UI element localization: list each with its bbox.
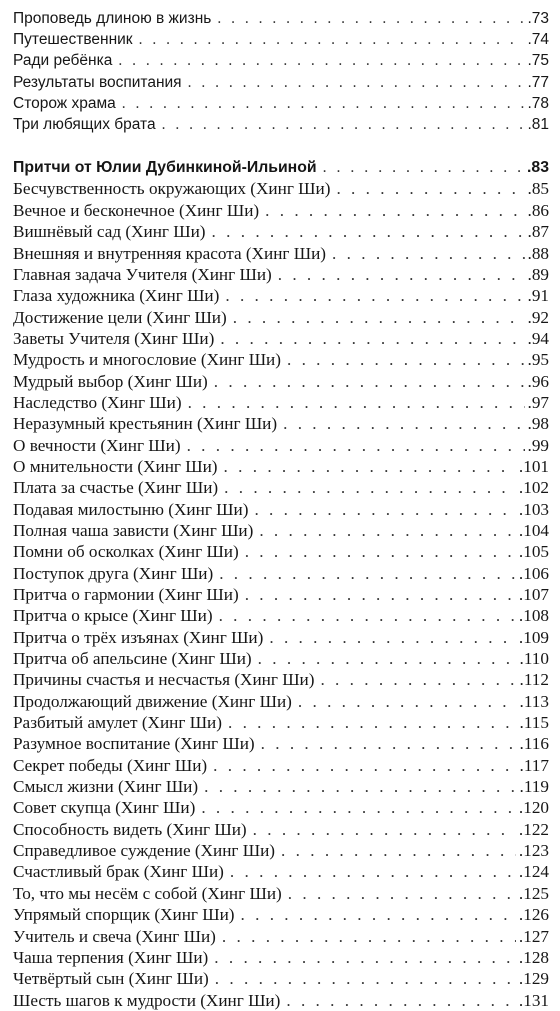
toc-entry xyxy=(13,904,549,925)
toc-entry-page: .89 xyxy=(527,264,549,284)
toc-entry xyxy=(13,93,549,114)
toc-entry-title: Притча о гармонии (Хинг Ши) xyxy=(13,585,239,604)
toc-entry-title: Путешественник xyxy=(13,31,133,49)
toc-entry xyxy=(13,413,549,434)
toc-entry-title: Шесть шагов к мудрости (Хинг Ши) xyxy=(13,990,281,1010)
toc-entry xyxy=(13,541,549,562)
toc-entry-title: Вечное и бесконечное (Хинг Ши) xyxy=(13,200,260,220)
toc-entry-page: .108 xyxy=(518,606,549,626)
dot-leader xyxy=(269,627,516,648)
toc-entry xyxy=(13,477,549,498)
toc-entry xyxy=(13,926,549,947)
toc-entry-title: Четвёртый сын (Хинг Ши) xyxy=(13,969,209,989)
toc-entry xyxy=(13,990,549,1011)
toc-entry xyxy=(13,499,549,520)
toc-entry-page: .119 xyxy=(519,777,549,797)
dot-leader xyxy=(253,819,516,840)
toc-entry-title: Проповедь длиною в жизнь xyxy=(13,10,212,27)
toc-entry xyxy=(13,883,549,904)
dot-leader xyxy=(241,904,516,925)
dot-leader xyxy=(228,712,517,733)
toc-entry-title: Внешняя и внутренняя красота (Хинг Ши) xyxy=(13,243,327,263)
toc-entry-title: Притча об апельсине (Хинг Ши) xyxy=(13,649,252,669)
toc-entry xyxy=(13,819,549,840)
dot-leader xyxy=(215,968,516,989)
dot-leader xyxy=(287,349,525,370)
toc-entry-title: Причины счастья и несчастья (Хинг Ши) xyxy=(13,670,315,690)
dot-leader xyxy=(187,435,525,456)
dot-leader xyxy=(204,776,516,797)
toc-entry-page: .96 xyxy=(527,371,549,391)
toc-entry xyxy=(13,563,549,584)
toc-entry-title: О вечности (Хинг Ши) xyxy=(13,435,181,455)
toc-entry-title: Смысл жизни (Хинг Ши) xyxy=(13,777,199,797)
toc-entry-page: .86 xyxy=(527,200,549,220)
toc-entry xyxy=(13,776,549,797)
dot-leader xyxy=(118,50,524,71)
toc-entry-page: .107 xyxy=(518,585,549,604)
toc-entry-page: .78 xyxy=(527,94,549,112)
toc-entry-page: .110 xyxy=(519,649,549,669)
toc-entry xyxy=(13,627,549,648)
toc-entry-page: .101 xyxy=(518,456,549,476)
toc-entry xyxy=(13,797,549,818)
toc-entry xyxy=(13,200,549,221)
toc-entry xyxy=(13,755,549,776)
dot-leader xyxy=(162,114,525,135)
toc-entry xyxy=(13,456,549,477)
toc-entry xyxy=(13,221,549,242)
toc-entry-page: .103 xyxy=(518,499,549,519)
toc-entry-title: Помни об осколках (Хинг Ши) xyxy=(13,542,239,562)
toc-entry xyxy=(13,114,549,135)
toc-entry-page: .73 xyxy=(527,10,549,27)
dot-leader xyxy=(213,755,516,776)
toc-entry xyxy=(13,349,549,370)
dot-leader xyxy=(214,371,525,392)
toc-entry xyxy=(13,584,549,605)
toc-entry-page: .95 xyxy=(527,350,549,370)
toc-entry-page: .131 xyxy=(518,990,549,1010)
toc-entry-page: .115 xyxy=(519,713,549,733)
toc-entry xyxy=(13,861,549,882)
toc-entry xyxy=(13,371,549,392)
dot-leader xyxy=(286,990,516,1011)
toc-entry-title: Три любящих брата xyxy=(13,115,156,133)
toc-entry-page: .129 xyxy=(518,969,549,989)
dot-leader xyxy=(224,477,516,498)
toc-entry-page: .77 xyxy=(527,73,549,91)
toc-entry-page: .123 xyxy=(518,841,549,861)
dot-leader xyxy=(217,8,524,29)
dot-leader xyxy=(265,200,524,221)
toc-section-previous xyxy=(13,0,549,135)
dot-leader xyxy=(212,221,525,242)
toc-entry-page: .87 xyxy=(527,222,549,242)
toc-entry-page: .124 xyxy=(518,862,549,882)
toc-entry xyxy=(13,947,549,968)
toc-entry-page: .128 xyxy=(518,947,549,967)
dot-leader xyxy=(245,584,516,605)
toc-entry-page: .102 xyxy=(518,478,549,498)
toc-entry-page: .113 xyxy=(519,691,549,711)
toc-entry xyxy=(13,307,549,328)
toc-entry-page: .120 xyxy=(518,798,549,818)
toc-entry-title: Мудрость и многословие (Хинг Ши) xyxy=(13,350,281,370)
dot-leader xyxy=(225,285,524,306)
dot-leader xyxy=(139,29,525,50)
toc-entry-title: Достижение цели (Хинг Ши) xyxy=(13,307,227,327)
toc-entry-title: Результаты воспитания xyxy=(13,73,182,91)
toc-entry xyxy=(13,669,549,690)
toc-entry-page: .88 xyxy=(527,243,549,263)
dot-leader xyxy=(323,157,524,178)
dot-leader xyxy=(281,840,516,861)
toc-entry-page: .74 xyxy=(527,31,549,49)
toc-entry-title: Ради ребёнка xyxy=(13,52,113,70)
toc-entry-page: .126 xyxy=(518,905,549,925)
section-heading-title: Притчи от Юлии Дубинкиной-Ильиной xyxy=(13,159,317,177)
toc-entry xyxy=(13,733,549,754)
toc-entry-page: .116 xyxy=(519,734,549,754)
toc-entry xyxy=(13,243,549,264)
toc-entry xyxy=(13,520,549,541)
toc-entry-title: Разумное воспитание (Хинг Ши) xyxy=(13,734,255,754)
toc-entry-title: Сторож храма xyxy=(13,94,116,112)
toc-entry xyxy=(13,72,549,93)
toc-entry-title: Счастливый брак (Хинг Ши) xyxy=(13,862,224,882)
toc-entry-page: .105 xyxy=(518,542,549,562)
toc-entry-page: .109 xyxy=(518,627,549,647)
toc-entry xyxy=(13,605,549,626)
toc-entry-page: .85 xyxy=(527,179,549,199)
dot-leader xyxy=(336,178,524,199)
table-of-contents xyxy=(13,0,549,1011)
dot-leader xyxy=(245,541,516,562)
dot-leader xyxy=(222,926,516,947)
toc-entry-title: Бесчувственность окружающих (Хинг Ши) xyxy=(13,179,331,199)
toc-entry xyxy=(13,50,549,71)
dot-leader xyxy=(188,392,525,413)
dot-leader xyxy=(230,861,516,882)
toc-entry xyxy=(13,285,549,306)
toc-entry-title: Вишнёвый сад (Хинг Ши) xyxy=(13,222,206,242)
toc-entry-page: .94 xyxy=(527,328,549,348)
toc-entry-page: .81 xyxy=(527,115,549,133)
toc-entry-title: Упрямый спорщик (Хинг Ши) xyxy=(13,905,235,925)
dot-leader xyxy=(320,669,516,690)
dot-leader xyxy=(258,648,517,669)
toc-entry-title: Способность видеть (Хинг Ши) xyxy=(13,819,247,839)
toc-entry-page: .117 xyxy=(519,755,549,775)
toc-entry xyxy=(13,29,549,50)
toc-entry-page: .127 xyxy=(518,926,549,946)
dot-leader xyxy=(332,243,524,264)
dot-leader xyxy=(220,328,524,349)
toc-entry-page: .98 xyxy=(527,414,549,434)
toc-entry xyxy=(13,648,549,669)
toc-entry-title: Глаза художника (Хинг Ши) xyxy=(13,286,220,306)
toc-entry-title: Наследство (Хинг Ши) xyxy=(13,392,182,412)
toc-entry-title: Главная задача Учителя (Хинг Ши) xyxy=(13,264,272,284)
toc-entry xyxy=(13,435,549,456)
section-heading-page: .83 xyxy=(527,159,549,177)
toc-entry-title: Притча о крысе (Хинг Ши) xyxy=(13,606,213,626)
toc-entry-page: .125 xyxy=(518,883,549,903)
toc-entry-title: Мудрый выбор (Хинг Ши) xyxy=(13,371,208,391)
toc-entry-page: .106 xyxy=(518,563,549,583)
toc-entry-title: Плата за счастье (Хинг Ши) xyxy=(13,478,219,498)
toc-entry-page: .122 xyxy=(518,819,549,839)
dot-leader xyxy=(188,72,525,93)
toc-entry-title: Полная чаша зависти (Хинг Ши) xyxy=(13,520,254,540)
toc-entry-title: Справедливое суждение (Хинг Ши) xyxy=(13,841,276,861)
toc-entry xyxy=(13,8,549,29)
toc-entry-page: .75 xyxy=(527,52,549,70)
toc-entry-page: .97 xyxy=(527,392,549,412)
section-heading xyxy=(13,157,549,178)
toc-entry xyxy=(13,392,549,413)
dot-leader xyxy=(278,264,525,285)
toc-entry-title: Неразумный крестьянин (Хинг Ши) xyxy=(13,414,278,434)
toc-entry-title: Разбитый амулет (Хинг Ши) xyxy=(13,713,222,733)
toc-entry-title: Учитель и свеча (Хинг Ши) xyxy=(13,926,216,946)
toc-entry xyxy=(13,691,549,712)
dot-leader xyxy=(219,605,516,626)
dot-leader xyxy=(122,93,525,114)
toc-entry-page: .104 xyxy=(518,520,549,540)
toc-entry-title: Совет скупца (Хинг Ши) xyxy=(13,798,196,818)
dot-leader xyxy=(283,413,524,434)
dot-leader xyxy=(298,691,517,712)
toc-entry xyxy=(13,840,549,861)
toc-entry xyxy=(13,968,549,989)
toc-entry xyxy=(13,712,549,733)
toc-entry-page: .91 xyxy=(527,286,549,306)
toc-entry-title: О мнительности (Хинг Ши) xyxy=(13,456,218,476)
toc-entry-page: .92 xyxy=(527,307,549,327)
toc-entry xyxy=(13,328,549,349)
toc-entry xyxy=(13,264,549,285)
dot-leader xyxy=(224,456,516,477)
toc-entry-page: .112 xyxy=(519,670,549,690)
dot-leader xyxy=(259,520,516,541)
toc-section-dubinkina xyxy=(13,135,549,1011)
toc-entry-title: Секрет победы (Хинг Ши) xyxy=(13,755,208,775)
dot-leader xyxy=(254,499,515,520)
dot-leader xyxy=(201,797,516,818)
toc-entry xyxy=(13,178,549,199)
dot-leader xyxy=(233,307,525,328)
toc-entry-title: Продолжающий движение (Хинг Ши) xyxy=(13,691,292,711)
toc-entry-title: Чаша терпения (Хинг Ши) xyxy=(13,947,209,967)
dot-leader xyxy=(214,947,516,968)
dot-leader xyxy=(261,733,517,754)
toc-entry-title: То, что мы несём с собой (Хинг Ши) xyxy=(13,883,282,903)
toc-entry-title: Поступок друга (Хинг Ши) xyxy=(13,563,214,583)
toc-entry-title: Подавая милостыню (Хинг Ши) xyxy=(13,499,249,519)
toc-entry-title: Заветы Учителя (Хинг Ши) xyxy=(13,328,215,348)
dot-leader xyxy=(219,563,516,584)
dot-leader xyxy=(288,883,516,904)
toc-entry-page: .99 xyxy=(527,435,549,455)
toc-entry-title: Притча о трёх изъянах (Хинг Ши) xyxy=(13,627,264,647)
